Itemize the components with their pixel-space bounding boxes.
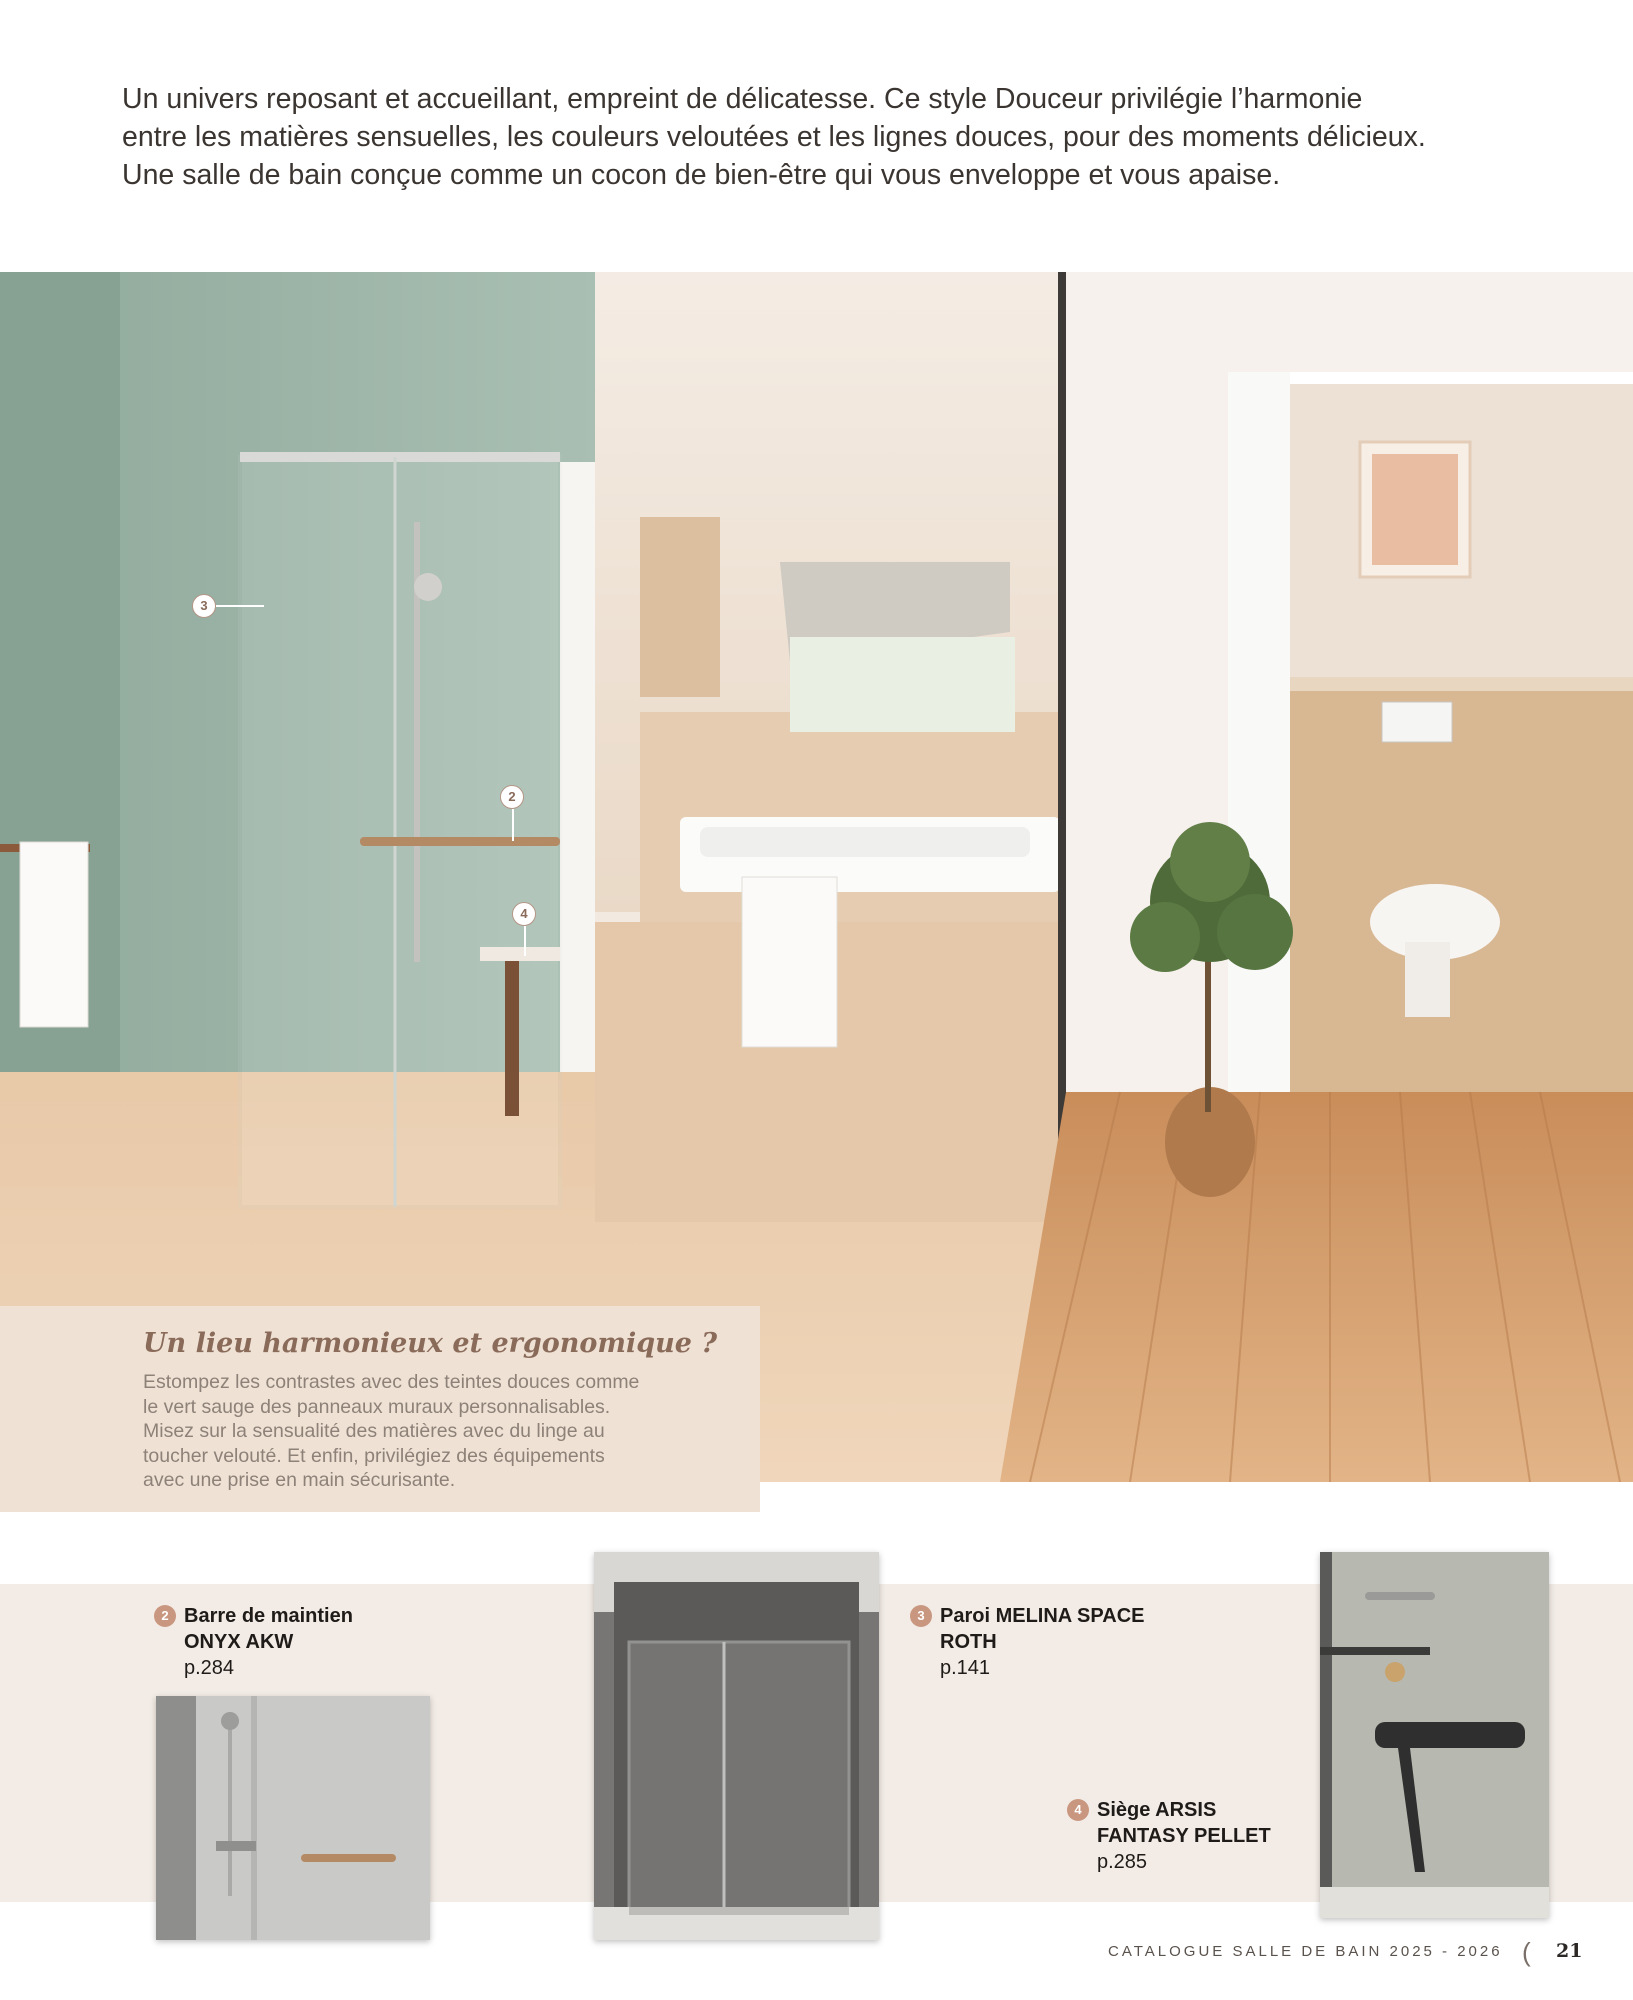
page-number: 21 — [1556, 1940, 1583, 1962]
hotspot-line-4 — [524, 926, 526, 956]
page-footer — [1108, 1937, 1583, 1967]
tip-callout — [0, 1306, 760, 1512]
callout-body — [143, 1370, 743, 1493]
product-name-line-2: ONYX AKW — [184, 1631, 294, 1653]
hotspot-marker-2[interactable]: 2 — [500, 785, 524, 809]
callout-line-1: Estompez les contrastes avec des teintes douces comme — [143, 1371, 640, 1393]
catalogue-title: CATALOGUE SALLE DE BAIN 2025 - 2026 — [1108, 1943, 1503, 1960]
intro-line-2: entre les matières sensuelles, les couleurs veloutées et les lignes douces, pour des moments délicieux. — [122, 121, 1426, 153]
callout-line-2: le vert sauge des panneaux muraux personnalisables. — [143, 1395, 611, 1418]
callout-title: Un lieu harmonieux et ergonomique ? — [143, 1328, 718, 1359]
callout-line-4: toucher velouté. Et enfin, privilégiez des équipements — [143, 1444, 605, 1467]
product-page-ref: p.141 — [940, 1657, 991, 1679]
callout-line-5: avec une prise en main sécurisante. — [143, 1469, 456, 1491]
product-name-line-1: Siège ARSIS — [1097, 1799, 1217, 1821]
hotspot-marker-3[interactable]: 3 — [192, 594, 216, 618]
product-image-shower-enclosure[interactable] — [594, 1552, 879, 1940]
product-number-badge: 4 — [1067, 1799, 1089, 1821]
callout-line-3: Misez sur la sensualité des matières avec du linge au — [143, 1420, 605, 1442]
intro-line-1: Un univers reposant et accueillant, empreint de délicatesse. Ce style Douceur privilégie l’harmonie — [122, 83, 1363, 115]
product-page-ref: p.285 — [1097, 1851, 1148, 1873]
hotspot-line-3 — [216, 605, 264, 607]
footer-separator: ( — [1522, 1937, 1531, 1967]
product-number-badge: 2 — [154, 1605, 176, 1627]
bathroom-hero-image — [0, 272, 1633, 1482]
product-name-line-1: Barre de maintien — [184, 1605, 353, 1627]
product-number-badge: 3 — [910, 1605, 932, 1627]
product-image-shower-seat[interactable] — [1320, 1552, 1549, 1918]
product-name-line-1: Paroi MELINA SPACE — [940, 1605, 1145, 1627]
product-label-shower-enclosure[interactable] — [917, 1603, 1145, 1681]
product-name-line-2: FANTASY PELLET — [1097, 1825, 1271, 1847]
product-image-grab-bar[interactable] — [156, 1696, 430, 1940]
intro-paragraph — [122, 80, 1542, 194]
hotspot-marker-4[interactable]: 4 — [512, 902, 536, 926]
product-page-ref: p.284 — [184, 1657, 235, 1679]
product-name-line-2: ROTH — [940, 1631, 997, 1653]
hotspot-line-2 — [512, 809, 514, 841]
product-label-grab-bar[interactable] — [161, 1603, 353, 1681]
intro-line-3: Une salle de bain conçue comme un cocon de bien-être qui vous enveloppe et vous apaise. — [122, 159, 1281, 191]
product-label-shower-seat[interactable] — [1074, 1797, 1271, 1875]
